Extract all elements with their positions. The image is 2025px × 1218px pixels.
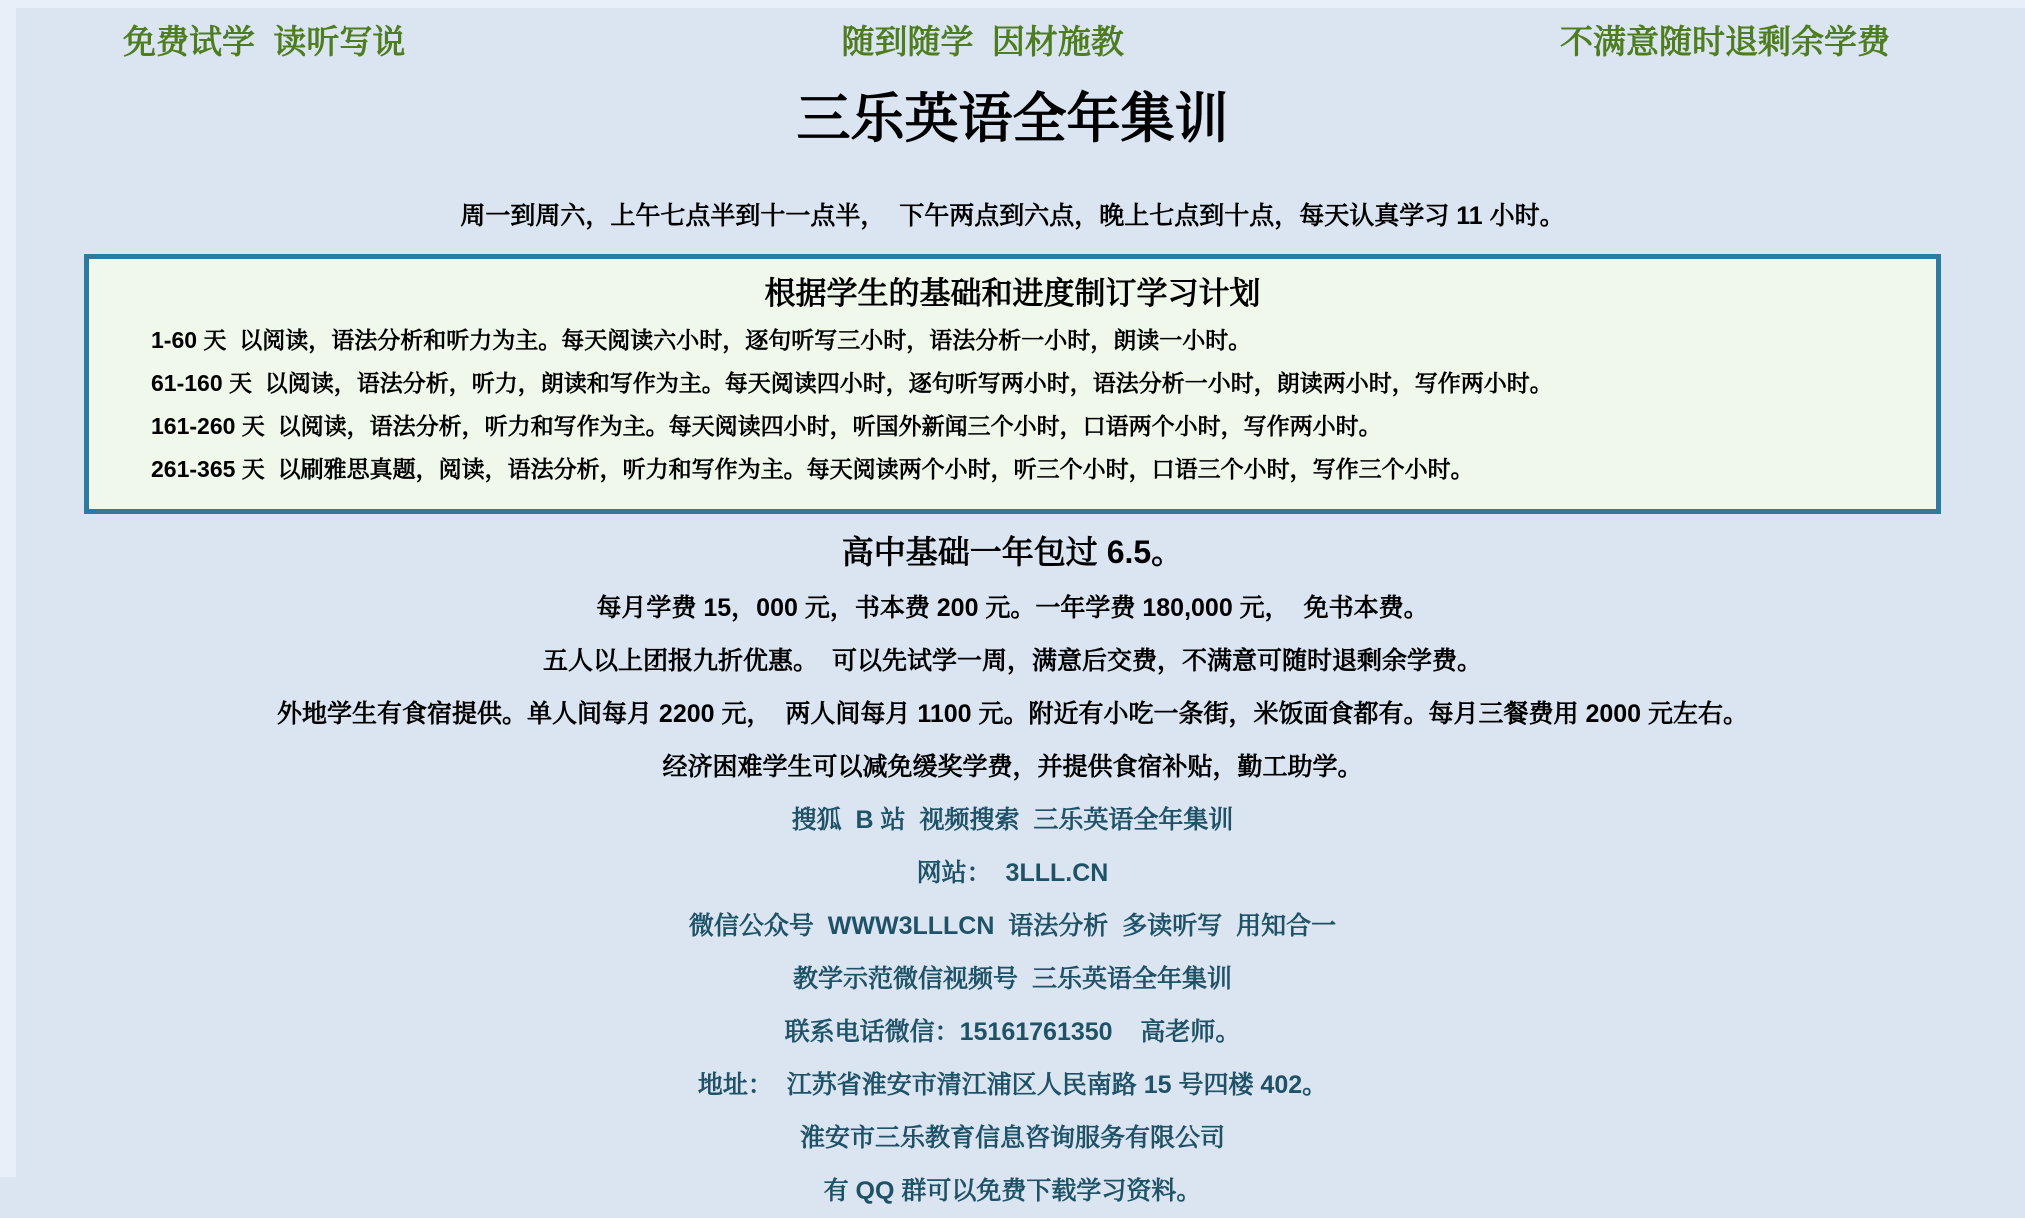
wechat-video-channel-text: 教学示范微信视频号 三乐英语全年集训 [793,965,1232,993]
page-title: 三乐英语全年集训 [796,89,1229,149]
study-plan-title: 根据学生的基础和进度制订学习计划 [764,276,1261,311]
study-plan-phase-1: 1-60 天 以阅读，语法分析和听力为主。每天阅读六小时，逐句听写三小时，语法分析一小时，朗读一小时。 [151,327,1252,353]
study-plan-phase-3: 161-260 天 以阅读，语法分析，听力和写作为主。每天阅读四小时，听国外新闻三个小时，口语两个小时，写作两小时。 [151,413,1382,439]
guarantee-text: 高中基础一年包过 6.5。 [841,534,1184,570]
company-name-text: 淮安市三乐教育信息咨询服务有限公司 [799,1124,1225,1152]
study-plan-phase-2: 61-160 天 以阅读，语法分析，听力，朗读和写作为主。每天阅读四小时，逐句听写两小时，语法分析一小时，朗读两小时，写作两小时。 [151,370,1553,396]
financial-aid-text: 经济困难学生可以减免缓奖学费，并提供食宿补贴，勤工助学。 [662,753,1363,781]
address-text: 地址： 江苏省淮安市清江浦区人民南路 15 号四楼 402。 [697,1071,1328,1099]
header-badges-row [0,0,2025,62]
video-search-text: 搜狐 B 站 视频搜索 三乐英语全年集训 [791,806,1234,834]
badge-flexible-learning: 随到随学 因材施教 [841,23,1124,60]
daily-schedule-text: 周一到周六，上午七点半到十一点半， 下午两点到六点，晚上七点到十点，每天认真学习 11 小时。 [460,202,1565,230]
wechat-official-account-text: 微信公众号 WWW3LLLCN 语法分析 多读听写 用知合一 [688,912,1337,940]
tuition-fees-text: 每月学费 15，000 元，书本费 200 元。一年学费 180,000 元， 免书本费。 [596,594,1429,622]
group-discount-text: 五人以上团报九折优惠。 可以先试学一周，满意后交费，不满意可随时退剩余学费。 [543,647,1482,675]
qq-group-text: 有 QQ 群可以免费下载学习资料。 [823,1177,1202,1205]
badge-refund-policy: 不满意随时退剩余学费 [1560,23,1890,60]
website-text: 网站： 3LLL.CN [916,859,1109,887]
accommodation-text: 外地学生有食宿提供。单人间每月 2200 元， 两人间每月 1100 元。附近有小吃一条街，米饭面食都有。每月三餐费用 2000 元左右。 [276,700,1749,728]
phone-contact-text: 联系电话微信：15161761350 高老师。 [784,1018,1241,1046]
study-plan-phase-4: 261-365 天 以刷雅思真题，阅读，语法分析，听力和写作为主。每天阅读两个小时，听三个小时，口语三个小时，写作三个小时。 [151,456,1474,482]
badge-free-trial: 免费试学 读听写说 [123,23,406,60]
study-plan-box [84,254,1941,514]
